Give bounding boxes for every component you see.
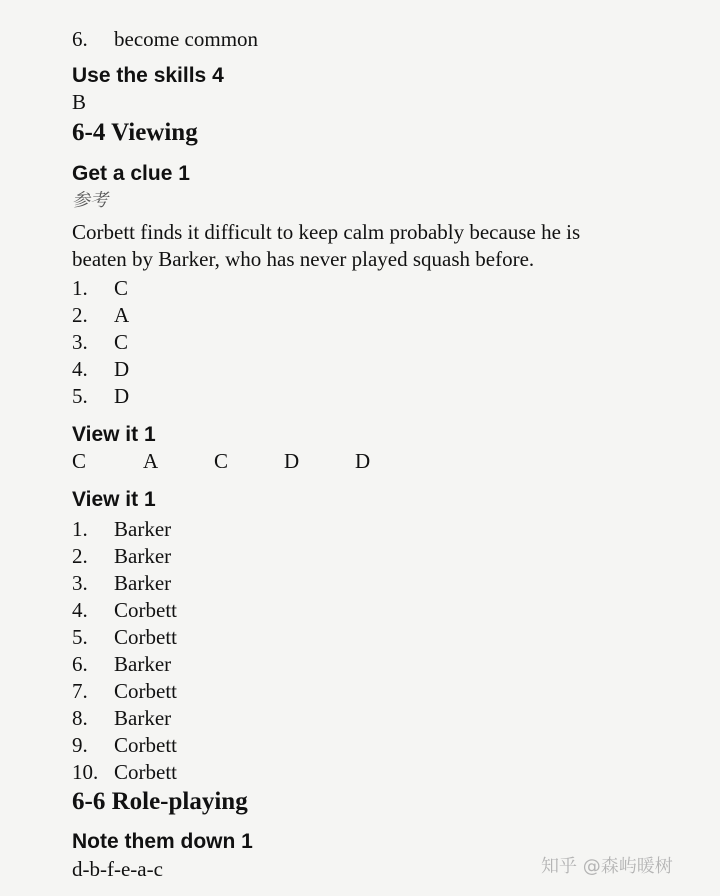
item-text: Corbett [114,598,177,622]
item-text: D [114,357,130,381]
list-item [72,357,372,381]
list-item [72,330,372,354]
section-heading-view-it: View it 1 [72,423,156,446]
item-number: 3. [72,330,88,354]
item-number: 6. [72,652,88,676]
list-item [72,625,372,649]
item-number: 1. [72,517,88,541]
item-text: A [114,303,130,327]
item-number: 6. [72,27,88,51]
section-heading-get-clue: Get a clue 1 [72,162,190,185]
item-number: 1. [72,276,88,300]
item-text: Corbett [114,679,177,703]
list-item [72,652,372,676]
watermark-text: 知乎 @森屿暖树 [541,856,673,877]
list-item [72,517,372,541]
list-item [72,733,372,757]
item-number: 5. [72,384,88,408]
item-number: 4. [72,357,88,381]
chapter-heading-role-playing: 6-6 Role-playing [72,788,248,815]
answer-text: B [72,90,87,114]
item-text: Corbett [114,625,177,649]
answer-text: D [284,449,300,473]
chapter-heading-viewing: 6-4 Viewing [72,119,198,146]
item-number: 7. [72,679,88,703]
list-item [72,760,372,784]
item-text: Barker [114,706,172,730]
list-item [72,598,372,622]
answer-text: C [72,449,87,473]
item-number: 10. [72,760,99,784]
section-heading-use-skills: Use the skills 4 [72,64,224,87]
item-number: 2. [72,544,88,568]
paragraph-line: Corbett finds it difficult to keep calm probably because he is [72,220,581,244]
answer-text: D [355,449,371,473]
answer-text: d-b-f-e-a-c [72,857,163,881]
item-text: Corbett [114,733,177,757]
reference-label: 参考 [72,190,108,211]
item-number: 4. [72,598,88,622]
section-heading-note-down: Note them down 1 [72,830,253,853]
item-text: Barker [114,571,172,595]
paragraph-line: beaten by Barker, who has never played squash before. [72,247,535,271]
item-number: 8. [72,706,88,730]
list-item [72,679,372,703]
item-text: Barker [114,517,172,541]
list-item [72,706,372,730]
list-item [72,384,372,408]
list-item [72,276,372,300]
list-item [72,27,372,51]
item-number: 9. [72,733,88,757]
answer-text: A [143,449,159,473]
item-number: 2. [72,303,88,327]
item-text: Barker [114,652,172,676]
list-item [72,571,372,595]
list-item [72,544,372,568]
item-number: 5. [72,625,88,649]
item-text: C [114,276,129,300]
item-number: 3. [72,571,88,595]
section-heading-view-it: View it 1 [72,488,156,511]
item-text: D [114,384,130,408]
item-text: C [114,330,129,354]
item-text: Corbett [114,760,177,784]
item-text: become common [114,27,259,51]
answer-text: C [214,449,229,473]
list-item [72,303,372,327]
item-text: Barker [114,544,172,568]
